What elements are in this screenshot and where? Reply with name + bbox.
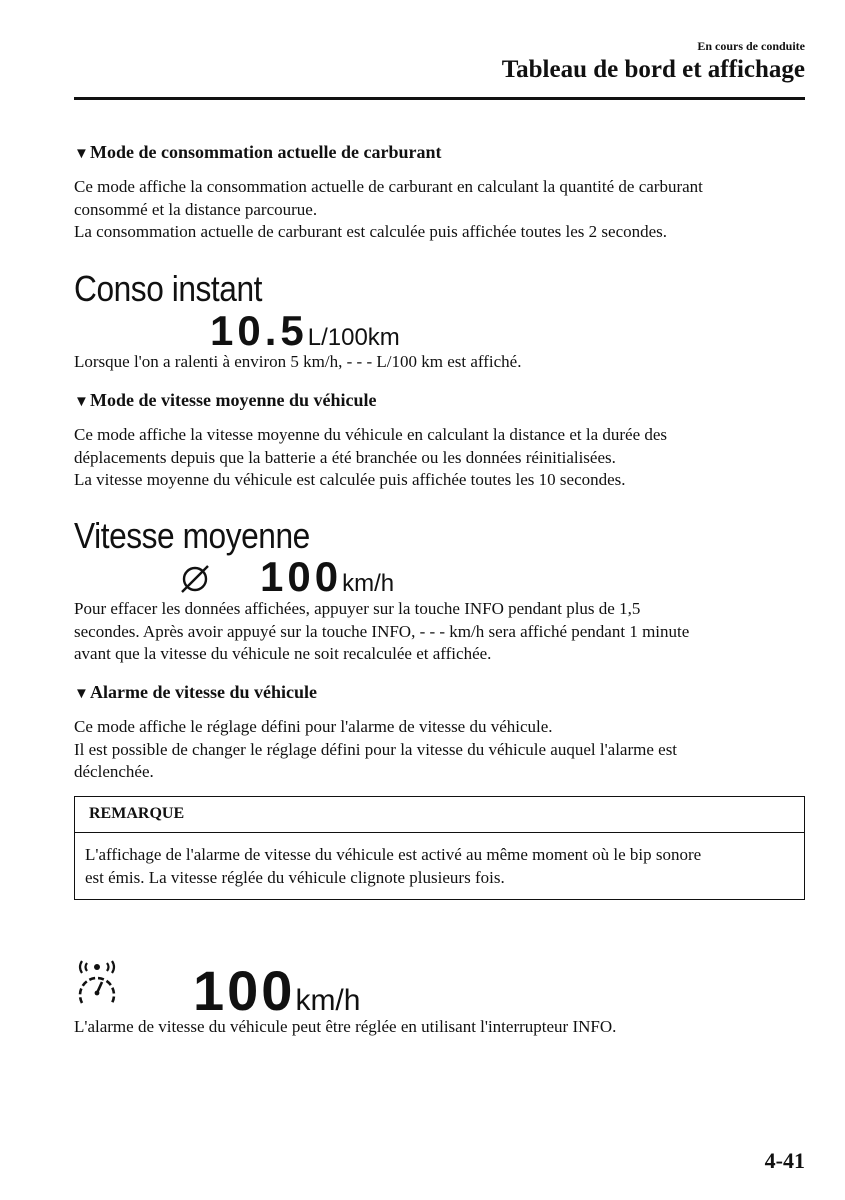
speed-alarm-description: Ce mode affiche le réglage défini pour l'alarme de vitesse du véhicule. Il est possible de changer le réglage défini pour la vitesse du véhicule auquel l'alarme est déclenchée. [74, 717, 678, 781]
average-speed-caption: Pour effacer les données affichées, appuyer sur la touche INFO pendant plus de 1,5 secondes. Après avoir appuyé sur la touche INFO, - - - km/h sera affiché pendant 1 minute avant que la vitesse du véhicule ne soit recalculée et affichée. [74, 599, 690, 663]
remarque-text: L'affichage de l'alarme de vitesse du véhicule est activé au même moment où le bip sonore est émis. La vitesse réglée du véhicule clignote plusieurs fois. [85, 845, 702, 887]
speed-alarm-icon [72, 953, 122, 1013]
section-heading-average-speed: ▼Mode de vitesse moyenne du véhicule [74, 390, 377, 410]
triangle-bullet-icon: ▼ [74, 394, 89, 410]
section-heading-speed-alarm: ▼Alarme de vitesse du véhicule [74, 682, 317, 702]
section-heading-fuel: ▼Mode de consommation actuelle de carburant [74, 142, 442, 162]
header-rule [74, 97, 805, 100]
average-speed-description: Ce mode affiche la vitesse moyenne du véhicule en calculant la distance et la durée des déplacements depuis que la batterie a été branchée ou les données réinitialisées. La vitesse moyenne du véhicule est calculée puis affichée toutes les 10 secondes. [74, 425, 668, 489]
display-label-conso: Conso instant [74, 268, 263, 309]
triangle-bullet-icon: ▼ [74, 146, 89, 162]
display-value-vitesse: 100km/h [260, 553, 395, 600]
speed-alarm-caption: L'alarme de vitesse du véhicule peut être réglée en utilisant l'interrupteur INFO. [74, 1017, 617, 1036]
fuel-description: Ce mode affiche la consommation actuelle de carburant en calculant la quantité de carburant consommé et la distance parcourue. La consommation actuelle de carburant est calculée puis affichée toutes les 2 secondes. [74, 177, 703, 241]
display-value-conso: 10.5L/100km [210, 307, 400, 354]
average-symbol-icon [178, 562, 212, 596]
page-title: Tableau de bord et affichage [501, 56, 805, 83]
remarque-title: REMARQUE [89, 805, 185, 822]
fuel-caption: Lorsque l'on a ralenti à environ 5 km/h, - - - L/100 km est affiché. [74, 352, 522, 371]
chapter-label: En cours de conduite [697, 39, 805, 53]
remarque-box [74, 796, 805, 900]
page-number: 4-41 [764, 1148, 805, 1173]
remarque-header [75, 797, 804, 833]
display-label-vitesse: Vitesse moyenne [74, 515, 310, 556]
triangle-bullet-icon: ▼ [74, 686, 89, 702]
display-value-speed-alarm: 100km/h [193, 959, 361, 1022]
